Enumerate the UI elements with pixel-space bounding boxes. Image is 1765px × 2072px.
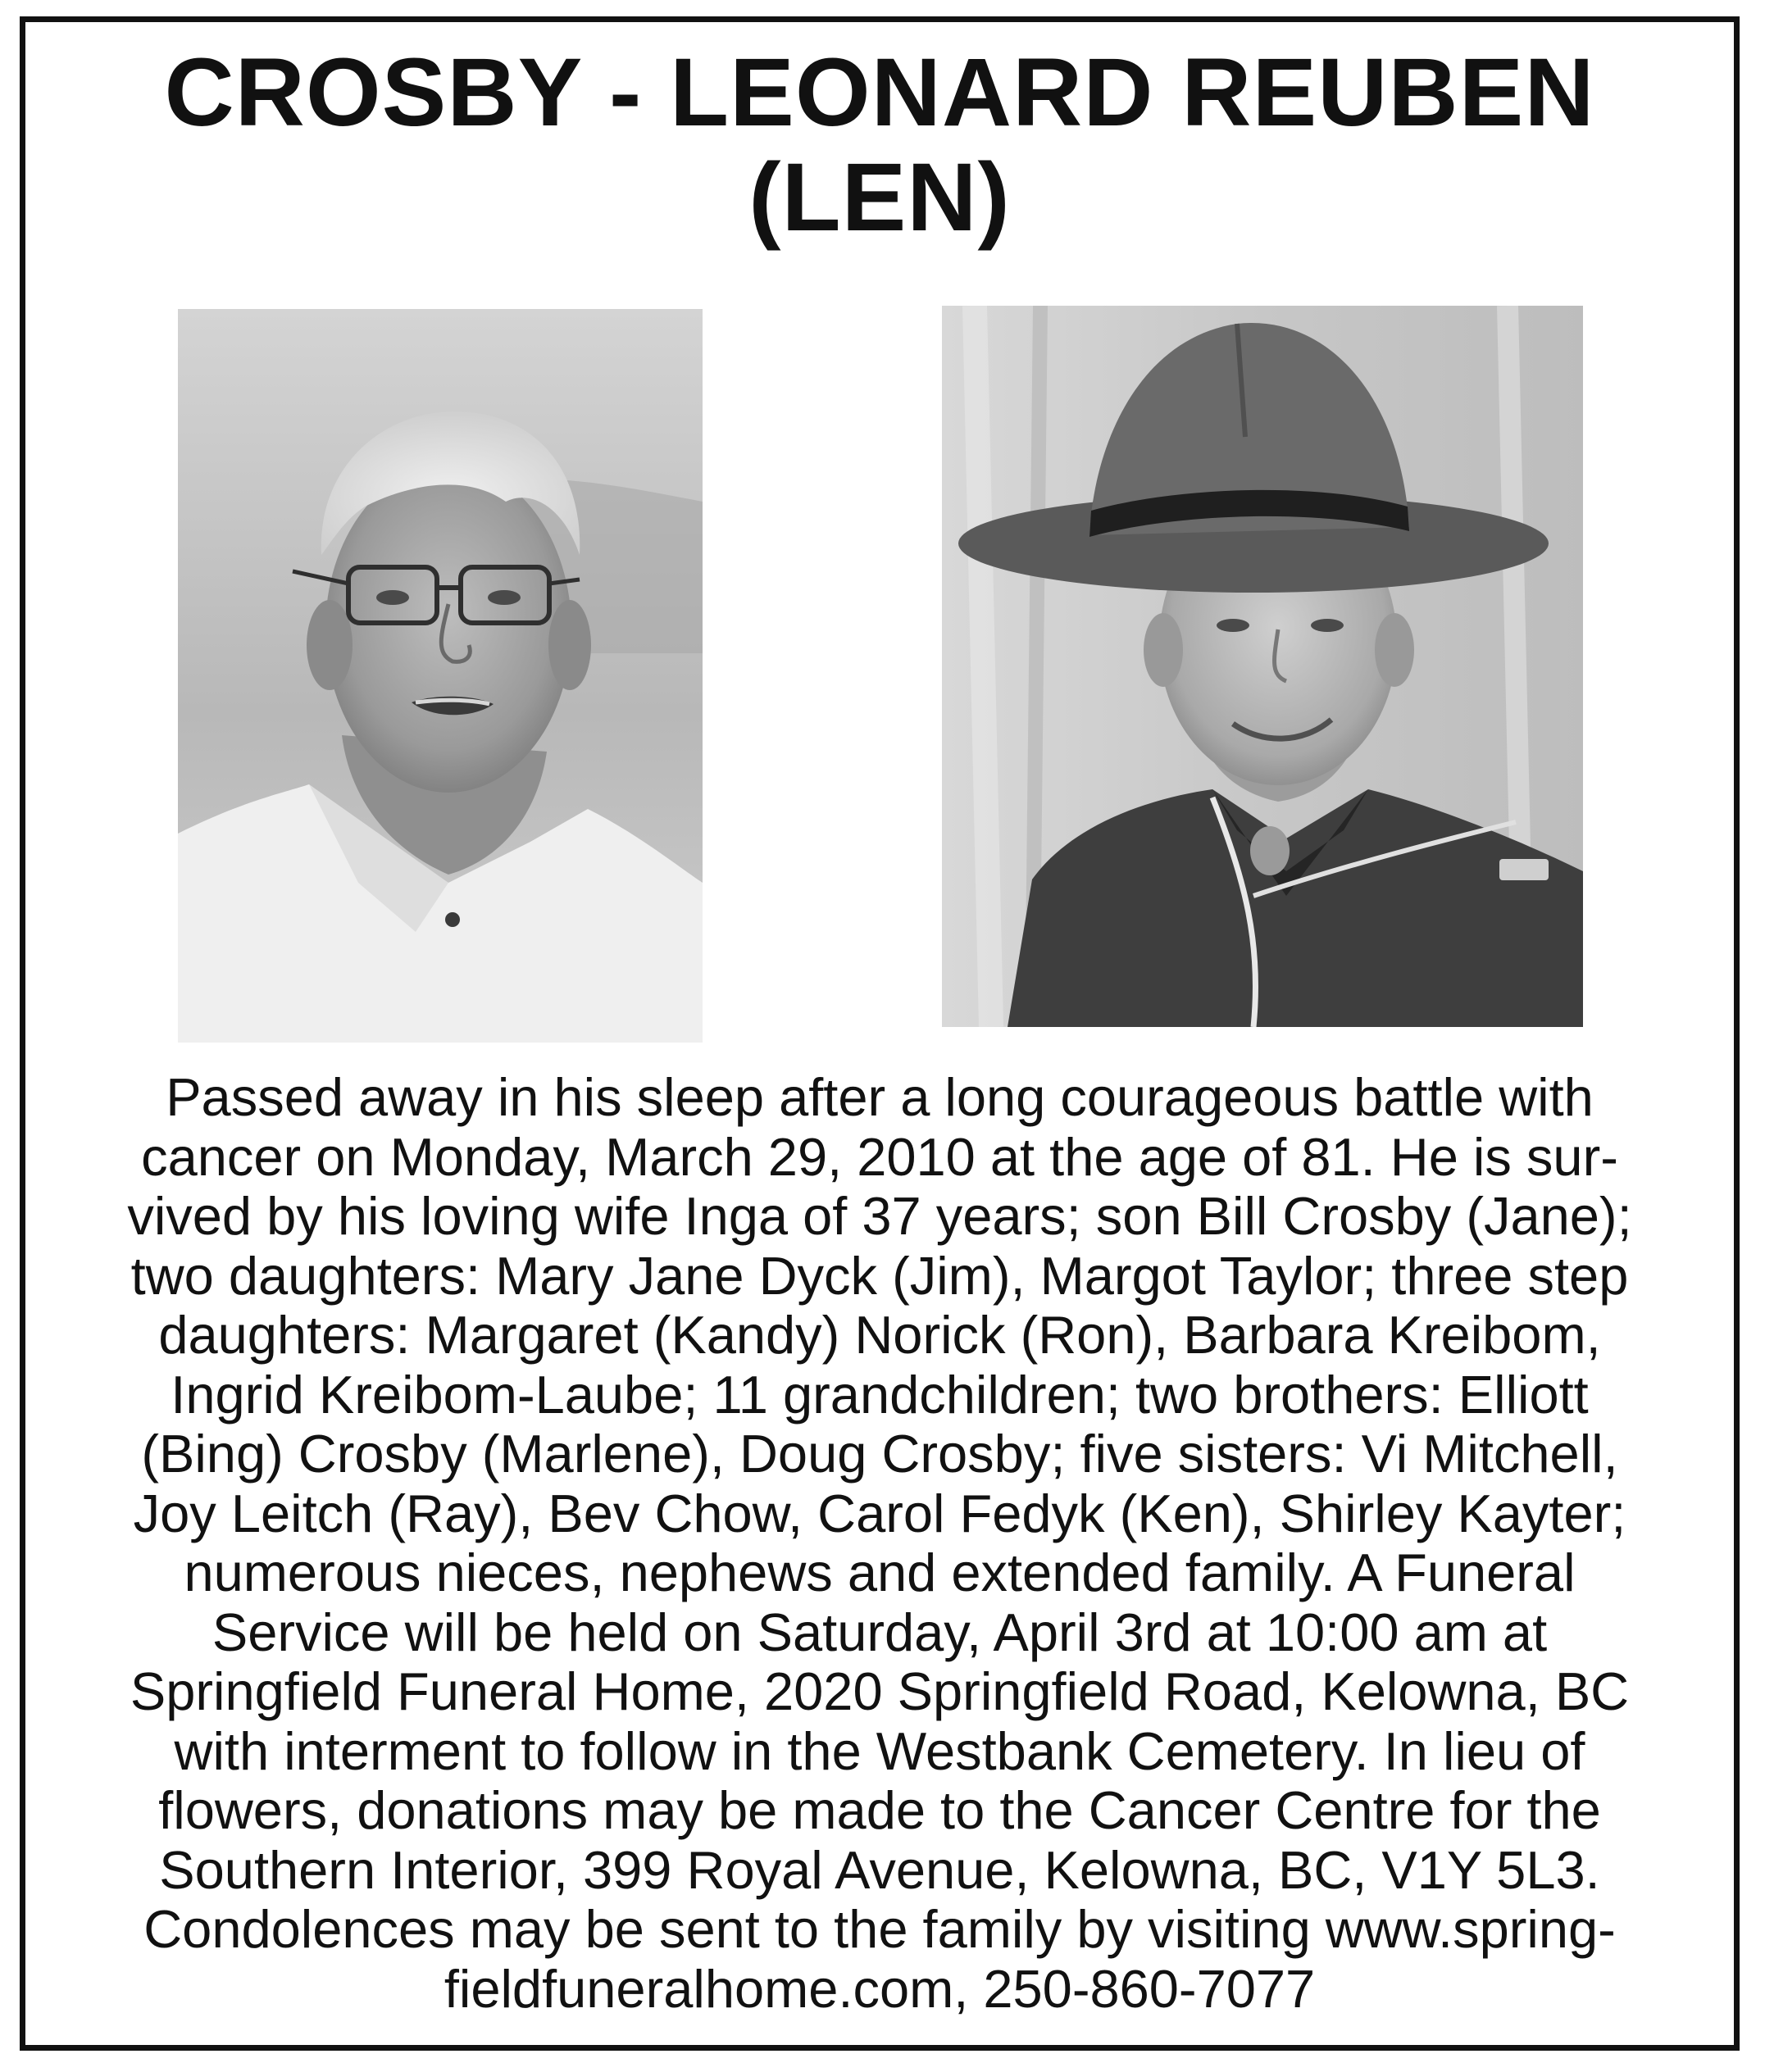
- body-line: Condolences may be sent to the family by visiting www.spring-: [143, 1899, 1616, 1959]
- body-line: (Bing) Crosby (Marlene), Doug Crosby; five sisters: Vi Mitchell,: [141, 1424, 1618, 1484]
- young-portrait-image: [942, 306, 1583, 1027]
- body-line: daughters: Margaret (Kandy) Norick (Ron), Barbara Kreibom,: [158, 1305, 1601, 1365]
- photo-older-portrait: [178, 309, 703, 1043]
- body-line: Joy Leitch (Ray), Bev Chow, Carol Fedyk (Ken), Shirley Kayter;: [133, 1483, 1626, 1543]
- body-line: with interment to follow in the Westbank Cemetery. In lieu of: [174, 1720, 1585, 1781]
- obituary-title: [25, 40, 1734, 250]
- body-line: Passed away in his sleep after a long courageous battle with: [166, 1067, 1594, 1127]
- title-line-nickname: (LEN): [748, 143, 1011, 252]
- body-line: Service will be held on Saturday, April 3rd at 10:00 am at: [212, 1602, 1548, 1662]
- body-line: two daughters: Mary Jane Dyck (Jim), Margot Taylor; three step: [130, 1245, 1629, 1306]
- photo-young-portrait: [942, 306, 1583, 1027]
- body-line: Ingrid Kreibom-Laube; 11 grandchildren; two brothers: Elliott: [171, 1364, 1589, 1424]
- body-line: vived by his loving wife Inga of 37 years; son Bill Crosby (Jane);: [127, 1186, 1632, 1246]
- body-line: flowers, donations may be made to the Cancer Centre for the: [158, 1780, 1601, 1840]
- body-line: numerous nieces, nephews and extended family. A Funeral: [184, 1543, 1576, 1602]
- obituary-body: [75, 1068, 1685, 2019]
- older-portrait-image: [178, 309, 703, 1043]
- body-line: cancer on Monday, March 29, 2010 at the age of 81. He is sur-: [141, 1126, 1618, 1187]
- body-line: Springfield Funeral Home, 2020 Springfield Road, Kelowna, BC: [130, 1661, 1630, 1721]
- body-line: Southern Interior, 399 Royal Avenue, Kelowna, BC, V1Y 5L3.: [159, 1839, 1600, 1900]
- title-line-name: CROSBY - LEONARD REUBEN: [164, 39, 1595, 147]
- body-line: fieldfuneralhome.com, 250-860-7077: [444, 1958, 1316, 2019]
- obituary-frame: [20, 16, 1740, 2051]
